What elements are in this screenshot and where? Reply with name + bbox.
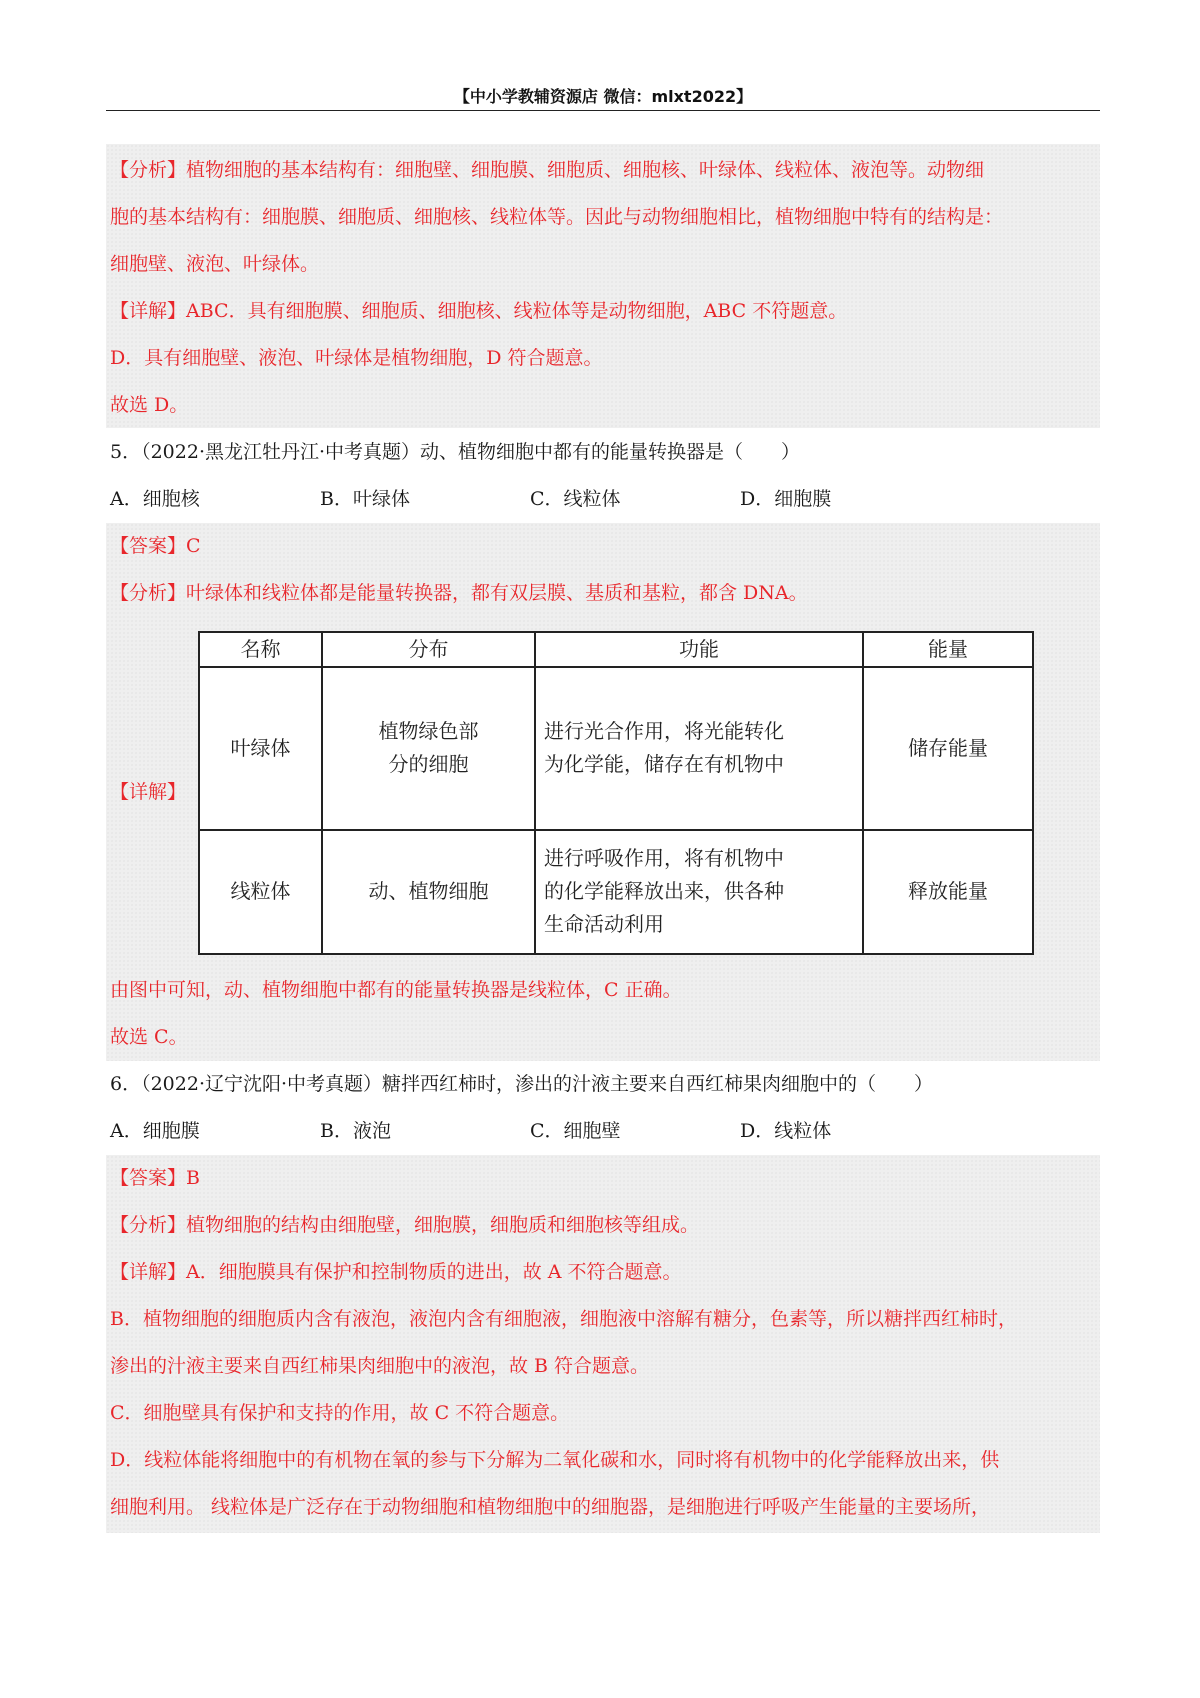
q6-option-a: A．细胞膜 [110, 1120, 200, 1142]
cell-text: 进行呼吸作用，将有机物中 [544, 846, 784, 871]
q6-option-b: B．液泡 [320, 1120, 391, 1142]
table-cell-distribution [322, 830, 535, 954]
q5-option-d: D．细胞膜 [740, 488, 832, 510]
q6-analysis: 【分析】植物细胞的结构由细胞壁，细胞膜，细胞质和细胞核等组成。 [110, 1214, 700, 1236]
cell-text: 生命活动利用 [544, 912, 664, 937]
table-cell-distribution [322, 667, 535, 830]
table-header-cell: 功能 [535, 632, 863, 667]
cell-text: 为化学能，储存在有机物中 [544, 752, 784, 777]
table-header-row [199, 632, 1033, 667]
table-header-cell: 分布 [322, 632, 535, 667]
page-header: 【中小学教辅资源店 微信：mlxt2022】 [453, 87, 753, 106]
table-header-cell: 名称 [199, 632, 322, 667]
table-cell-name: 叶绿体 [199, 667, 322, 830]
q4-detail-line: 【详解】ABC．具有细胞膜、细胞质、细胞核、线粒体等是动物细胞，ABC 不符题意。 [110, 300, 848, 322]
q6-detail-line: 细胞利用。 线粒体是广泛存在于动物细胞和植物细胞中的细胞器，是细胞进行呼吸产生能量的主要场所， [110, 1496, 991, 1518]
table-row [199, 667, 1033, 830]
cell-text: 植物绿色部 [378, 719, 479, 744]
table-cell-energy: 释放能量 [863, 830, 1033, 954]
q6-detail-line: 【详解】A．细胞膜具有保护和控制物质的进出，故 A 不符合题意。 [110, 1261, 682, 1283]
q6-detail-line: C．细胞壁具有保护和支持的作用，故 C 不符合题意。 [110, 1402, 570, 1424]
table-cell-energy: 储存能量 [863, 667, 1033, 830]
table-cell-function [535, 830, 863, 954]
cell-text: 动、植物细胞 [368, 879, 489, 904]
organelle-comparison-table [198, 631, 1034, 955]
q6-option-d: D．线粒体 [740, 1120, 832, 1142]
cell-text: 进行光合作用，将光能转化 [544, 719, 784, 744]
q6-detail-line: 渗出的汁液主要来自西红柿果肉细胞中的液泡，故 B 符合题意。 [110, 1355, 650, 1377]
table-cell-name: 线粒体 [199, 830, 322, 954]
q5-answer: 【答案】C [110, 535, 201, 557]
q4-detail-line: D．具有细胞壁、液泡、叶绿体是植物细胞，D 符合题意。 [110, 347, 603, 369]
cell-text: 分的细胞 [388, 752, 469, 777]
q4-solution-block [106, 144, 1100, 428]
table-cell-function [535, 667, 863, 830]
q5-conclusion: 由图中可知，动、植物细胞中都有的能量转换器是线粒体，C 正确。 [110, 979, 682, 1001]
q5-choice: 故选 C。 [110, 1026, 188, 1048]
q6-answer: 【答案】B [110, 1167, 200, 1189]
q4-analysis-line: 【分析】植物细胞的基本结构有：细胞壁、细胞膜、细胞质、细胞核、叶绿体、线粒体、液泡等。动物细 [110, 159, 985, 181]
q6-option-c: C．细胞壁 [530, 1120, 621, 1142]
header-rule [106, 110, 1100, 111]
q5-option-c: C．线粒体 [530, 488, 621, 510]
q5-option-b: B．叶绿体 [320, 488, 410, 510]
q5-stem: 5．（2022·黑龙江牡丹江·中考真题）动、植物细胞中都有的能量转换器是（ ） [110, 441, 801, 463]
q4-choice: 故选 D。 [110, 394, 189, 416]
q6-detail-line: B．植物细胞的细胞质内含有液泡，液泡内含有细胞液，细胞液中溶解有糖分，色素等，所以糖拌西红柿时， [110, 1308, 1017, 1330]
table-row [199, 830, 1033, 954]
q4-analysis-line: 胞的基本结构有：细胞膜、细胞质、细胞核、线粒体等。因此与动物细胞相比，植物细胞中特有的结构是： [110, 206, 1004, 228]
q5-option-a: A．细胞核 [110, 488, 200, 510]
q5-detail-label: 【详解】 [110, 781, 187, 803]
q6-stem: 6．（2022·辽宁沈阳·中考真题）糖拌西红柿时，渗出的汁液主要来自西红柿果肉细胞中的（ ） [110, 1073, 934, 1095]
q5-analysis: 【分析】叶绿体和线粒体都是能量转换器，都有双层膜、基质和基粒，都含 DNA。 [110, 582, 808, 604]
q6-detail-line: D．线粒体能将细胞中的有机物在氧的参与下分解为二氧化碳和水，同时将有机物中的化学能释放出来，供 [110, 1449, 1000, 1471]
q4-analysis-line: 细胞壁、液泡、叶绿体。 [110, 253, 320, 275]
table-header-cell: 能量 [863, 632, 1033, 667]
cell-text: 的化学能释放出来，供各种 [544, 879, 784, 904]
